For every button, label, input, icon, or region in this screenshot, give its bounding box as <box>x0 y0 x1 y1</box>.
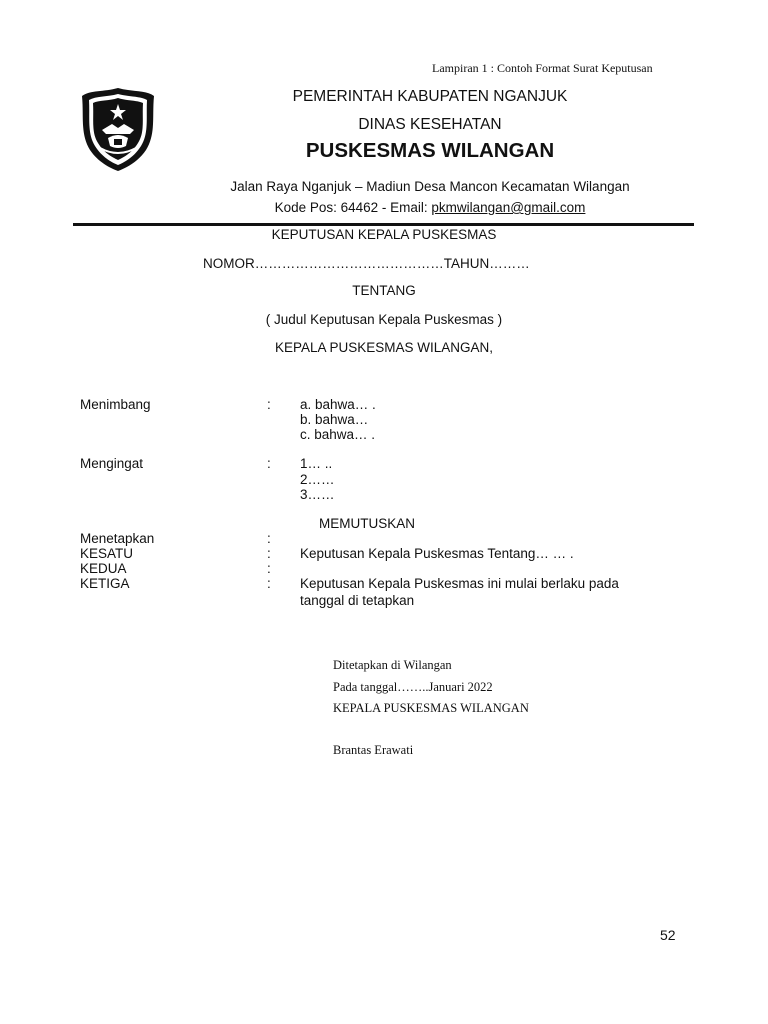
decision-text-ketiga: Keputusan Kepala Puskesmas ini mulai berlaku pada <box>300 576 619 591</box>
decision-colon: : <box>267 561 271 576</box>
signature-name: Brantas Erawati <box>333 743 414 757</box>
institution-address: Jalan Raya Nganjuk – Madiun Desa Mancon Kecamatan Wilangan <box>230 179 630 194</box>
government-name: PEMERINTAH KABUPATEN NGANJUK <box>292 88 568 105</box>
signature-place: Ditetapkan di Wilangan <box>333 658 452 672</box>
decision-colon: : <box>267 576 271 591</box>
decision-colon: : <box>267 546 271 561</box>
letterhead-divider <box>73 223 694 226</box>
mengingat-colon: : <box>267 456 271 471</box>
decree-title: KEPUTUSAN KEPALA PUSKESMAS <box>271 227 497 242</box>
postal-code-label: Kode Pos: 64462 - Email: <box>274 200 432 215</box>
menimbang-colon: : <box>267 397 271 412</box>
memutuskan-heading: MEMUTUSKAN <box>319 516 416 531</box>
appendix-caption: Lampiran 1 : Contoh Format Surat Keputusan <box>432 61 653 75</box>
signature-position: KEPALA PUSKESMAS WILANGAN <box>333 701 529 715</box>
institution-name: PUSKESMAS WILANGAN <box>305 139 555 162</box>
decree-subject: ( Judul Keputusan Kepala Puskesmas ) <box>265 312 503 327</box>
mengingat-item: 2…… <box>300 472 335 487</box>
page-number: 52 <box>660 927 676 943</box>
decree-about: TENTANG <box>352 283 416 298</box>
menimbang-item: c. bahwa… . <box>300 427 376 442</box>
mengingat-label: Mengingat <box>80 456 144 471</box>
menimbang-label: Menimbang <box>80 397 151 412</box>
email-link[interactable]: pkmwilangan@gmail.com <box>431 200 586 215</box>
decision-text-kesatu: Keputusan Kepala Puskesmas Tentang… … . <box>300 546 574 561</box>
mengingat-item: 3…… <box>300 487 335 502</box>
menimbang-item: a. bahwa… . <box>300 397 376 412</box>
menimbang-item: b. bahwa… <box>300 412 369 427</box>
nganjuk-regency-coat-of-arms-icon <box>78 86 158 172</box>
decision-colon: : <box>267 531 271 546</box>
signature-date: Pada tanggal……..Januari 2022 <box>333 680 493 694</box>
decree-number: NOMOR……………………………………TAHUN……… <box>203 256 530 271</box>
decision-text-ketiga-cont: tanggal di tetapkan <box>300 593 415 608</box>
decree-issuer: KEPALA PUSKESMAS WILANGAN, <box>274 340 494 355</box>
decision-label-kesatu: KESATU <box>80 546 134 561</box>
decision-label-kedua: KEDUA <box>80 561 127 576</box>
department-name: DINAS KESEHATAN <box>358 116 502 133</box>
decision-label-ketiga: KETIGA <box>80 576 130 591</box>
institution-contact <box>190 200 670 215</box>
mengingat-item: 1… .. <box>300 456 333 471</box>
decision-label-menetapkan: Menetapkan <box>80 531 155 546</box>
